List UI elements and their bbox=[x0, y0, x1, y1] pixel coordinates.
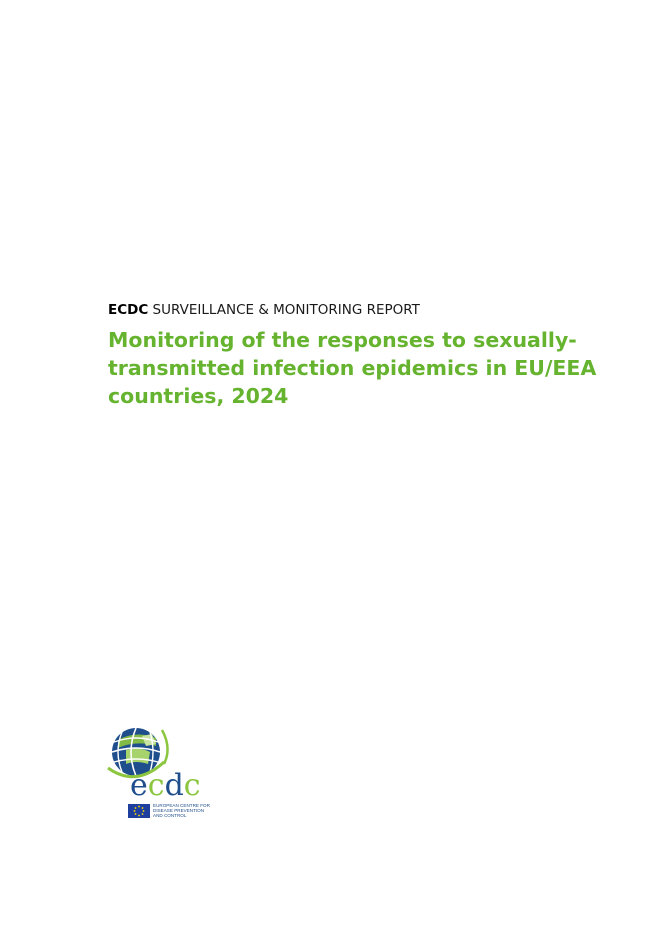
title-line: countries, 2024 bbox=[108, 384, 289, 408]
title-line: Monitoring of the responses to sexually- bbox=[108, 328, 577, 352]
logo-wordmark: ecdc bbox=[130, 768, 201, 803]
logo-tagline-line: DISEASE PREVENTION bbox=[153, 808, 205, 813]
report-title bbox=[108, 326, 608, 410]
logo-tagline-line: EUROPEAN CENTRE FOR bbox=[153, 803, 210, 808]
ecdc-logo-graphic bbox=[106, 724, 218, 824]
series-label: SURVEILLANCE & MONITORING REPORT bbox=[152, 302, 420, 318]
title-line: transmitted infection epidemics in EU/EEA bbox=[108, 356, 597, 380]
logo-tagline-line: AND CONTROL bbox=[153, 813, 187, 818]
ecdc-logo bbox=[106, 724, 218, 824]
eu-flag-icon bbox=[128, 804, 150, 818]
report-series-line bbox=[108, 302, 420, 318]
brand-label: ECDC bbox=[108, 302, 149, 318]
